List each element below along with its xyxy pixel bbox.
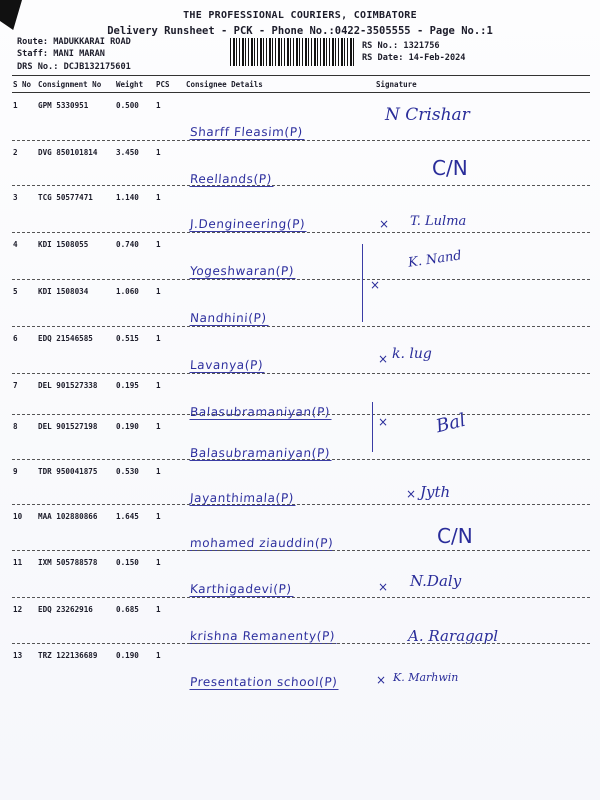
row-consignment: TCG 50577471 (38, 193, 93, 202)
row-sno: 10 (13, 512, 23, 521)
row-consignee: Reellands(P) (189, 172, 273, 186)
row-divider (12, 140, 590, 141)
row-divider (12, 597, 590, 598)
row-weight: 0.500 (116, 101, 139, 110)
col-signature: Signature (376, 80, 417, 89)
row-weight: 0.515 (116, 334, 139, 343)
row-signature: Jyth (420, 483, 451, 501)
row-sno: 2 (13, 148, 18, 157)
row-pcs: 1 (156, 512, 161, 521)
row-pcs: 1 (156, 381, 161, 390)
route-label: Route: MADUKKARAI ROAD (17, 37, 131, 47)
col-weight: Weight (116, 80, 144, 89)
table-row (0, 645, 600, 693)
row-consignment: DEL 901527198 (38, 422, 98, 431)
x-mark-icon: × (406, 487, 417, 501)
row-consignment: DVG 850101814 (38, 148, 98, 157)
row-pcs: 1 (156, 605, 161, 614)
row-sno: 9 (13, 467, 18, 476)
row-consignment: EDQ 21546585 (38, 334, 93, 343)
runsheet-title: Delivery Runsheet - PCK - Phone No.:0422-3505555 - Page No.:1 (107, 25, 493, 37)
row-signature: C/N (432, 156, 468, 180)
row-consignment: TDR 950041875 (38, 467, 98, 476)
row-consignment: TRZ 122136689 (38, 651, 98, 660)
row-pcs: 1 (156, 651, 161, 660)
table-row (0, 599, 600, 647)
row-sno: 5 (13, 287, 18, 296)
x-mark-icon: × (378, 352, 389, 366)
row-consignee: Yogeshwaran(P) (189, 264, 295, 278)
row-signature: N.Daly (410, 572, 462, 590)
row-pcs: 1 (156, 422, 161, 431)
row-divider (12, 279, 590, 280)
x-mark-icon: × (379, 217, 390, 231)
table-row (0, 281, 600, 329)
row-weight: 0.740 (116, 240, 139, 249)
row-divider (12, 643, 590, 644)
row-signature: K. Nand (407, 248, 463, 271)
table-row (0, 506, 600, 554)
table-row (0, 416, 600, 464)
col-sno: S No (13, 80, 32, 89)
row-consignee: Nandhini(P) (189, 311, 268, 325)
row-consignee: Sharff Fleasim(P) (189, 125, 304, 139)
row-consignment: DEL 901527338 (38, 381, 98, 390)
header-rule-top (12, 75, 590, 76)
x-mark-icon: × (376, 673, 387, 687)
x-mark-icon: × (370, 278, 381, 292)
row-signature: A. Raragapl (408, 627, 499, 645)
row-weight: 0.195 (116, 381, 139, 390)
row-pcs: 1 (156, 240, 161, 249)
row-divider (12, 459, 590, 460)
row-signature: K. Marhwin (393, 671, 459, 684)
company-title: THE PROFESSIONAL COURIERS, COIMBATORE (183, 10, 417, 21)
row-consignment: KDI 1508034 (38, 287, 89, 296)
rs-number: RS No.: 1321756 (362, 41, 440, 51)
row-divider (12, 232, 590, 233)
grouping-brace-7-8 (366, 402, 373, 452)
row-pcs: 1 (156, 101, 161, 110)
row-pcs: 1 (156, 193, 161, 202)
row-sno: 8 (13, 422, 18, 431)
row-consignee: Lavanya(P) (189, 358, 264, 372)
row-signature: T. Lulma (410, 214, 467, 229)
row-consignment: GPM 5330951 (38, 101, 89, 110)
table-row (0, 552, 600, 600)
row-consignee: Presentation school(P) (189, 675, 338, 689)
row-divider (12, 504, 590, 505)
row-pcs: 1 (156, 334, 161, 343)
row-weight: 0.530 (116, 467, 139, 476)
barcode (230, 38, 354, 66)
row-sno: 12 (13, 605, 23, 614)
col-pcs: PCS (156, 80, 170, 89)
row-divider (12, 373, 590, 374)
row-divider (12, 326, 590, 327)
row-divider (12, 550, 590, 551)
x-mark-icon: × (378, 580, 389, 594)
row-pcs: 1 (156, 287, 161, 296)
row-consignment: IXM 505788578 (38, 558, 98, 567)
row-pcs: 1 (156, 467, 161, 476)
row-pcs: 1 (156, 558, 161, 567)
grouping-brace-4-5 (356, 244, 363, 322)
table-row (0, 187, 600, 235)
x-mark-icon: × (378, 415, 389, 429)
col-consignee: Consignee Details (186, 80, 263, 89)
row-pcs: 1 (156, 148, 161, 157)
row-weight: 0.190 (116, 422, 139, 431)
row-consignee: mohamed ziauddin(P) (189, 536, 334, 550)
col-consignment: Consignment No (38, 80, 102, 89)
row-sno: 1 (13, 101, 18, 110)
row-weight: 1.645 (116, 512, 139, 521)
row-weight: 1.140 (116, 193, 139, 202)
row-sno: 13 (13, 651, 23, 660)
row-weight: 0.190 (116, 651, 139, 660)
row-sno: 7 (13, 381, 18, 390)
row-divider (12, 185, 590, 186)
row-sno: 6 (13, 334, 18, 343)
row-sno: 3 (13, 193, 18, 202)
row-consignee: Karthigadevi(P) (189, 582, 293, 596)
row-weight: 1.060 (116, 287, 139, 296)
row-consignee: Balasubramaniyan(P) (189, 446, 331, 460)
row-consignee: Balasubramaniyan(P) (189, 405, 331, 419)
row-consignment: KDI 1508055 (38, 240, 89, 249)
row-weight: 0.150 (116, 558, 139, 567)
row-consignee: krishna Remanenty(P) (189, 629, 336, 643)
row-signature: N Crishar (385, 105, 470, 125)
row-consignee: J.Dengineering(P) (189, 217, 306, 231)
row-weight: 3.450 (116, 148, 139, 157)
table-row (0, 142, 600, 190)
staff-label: Staff: MANI MARAN (17, 49, 105, 59)
header-rule-bottom (12, 92, 590, 93)
drs-label: DRS No.: DCJB132175601 (17, 62, 131, 72)
row-signature: C/N (437, 524, 473, 548)
rs-date: RS Date: 14-Feb-2024 (362, 53, 466, 63)
table-row (0, 461, 600, 509)
row-sno: 11 (13, 558, 23, 567)
table-row (0, 234, 600, 282)
row-signature: Bal (433, 409, 468, 438)
row-sno: 4 (13, 240, 18, 249)
row-consignment: MAA 102880866 (38, 512, 98, 521)
row-signature: k. lug (392, 346, 432, 362)
row-divider (12, 414, 590, 415)
row-weight: 0.685 (116, 605, 139, 614)
row-consignee: Jayanthimala(P) (189, 491, 295, 505)
row-consignment: EDQ 23262916 (38, 605, 93, 614)
table-row (0, 328, 600, 376)
table-row (0, 95, 600, 143)
